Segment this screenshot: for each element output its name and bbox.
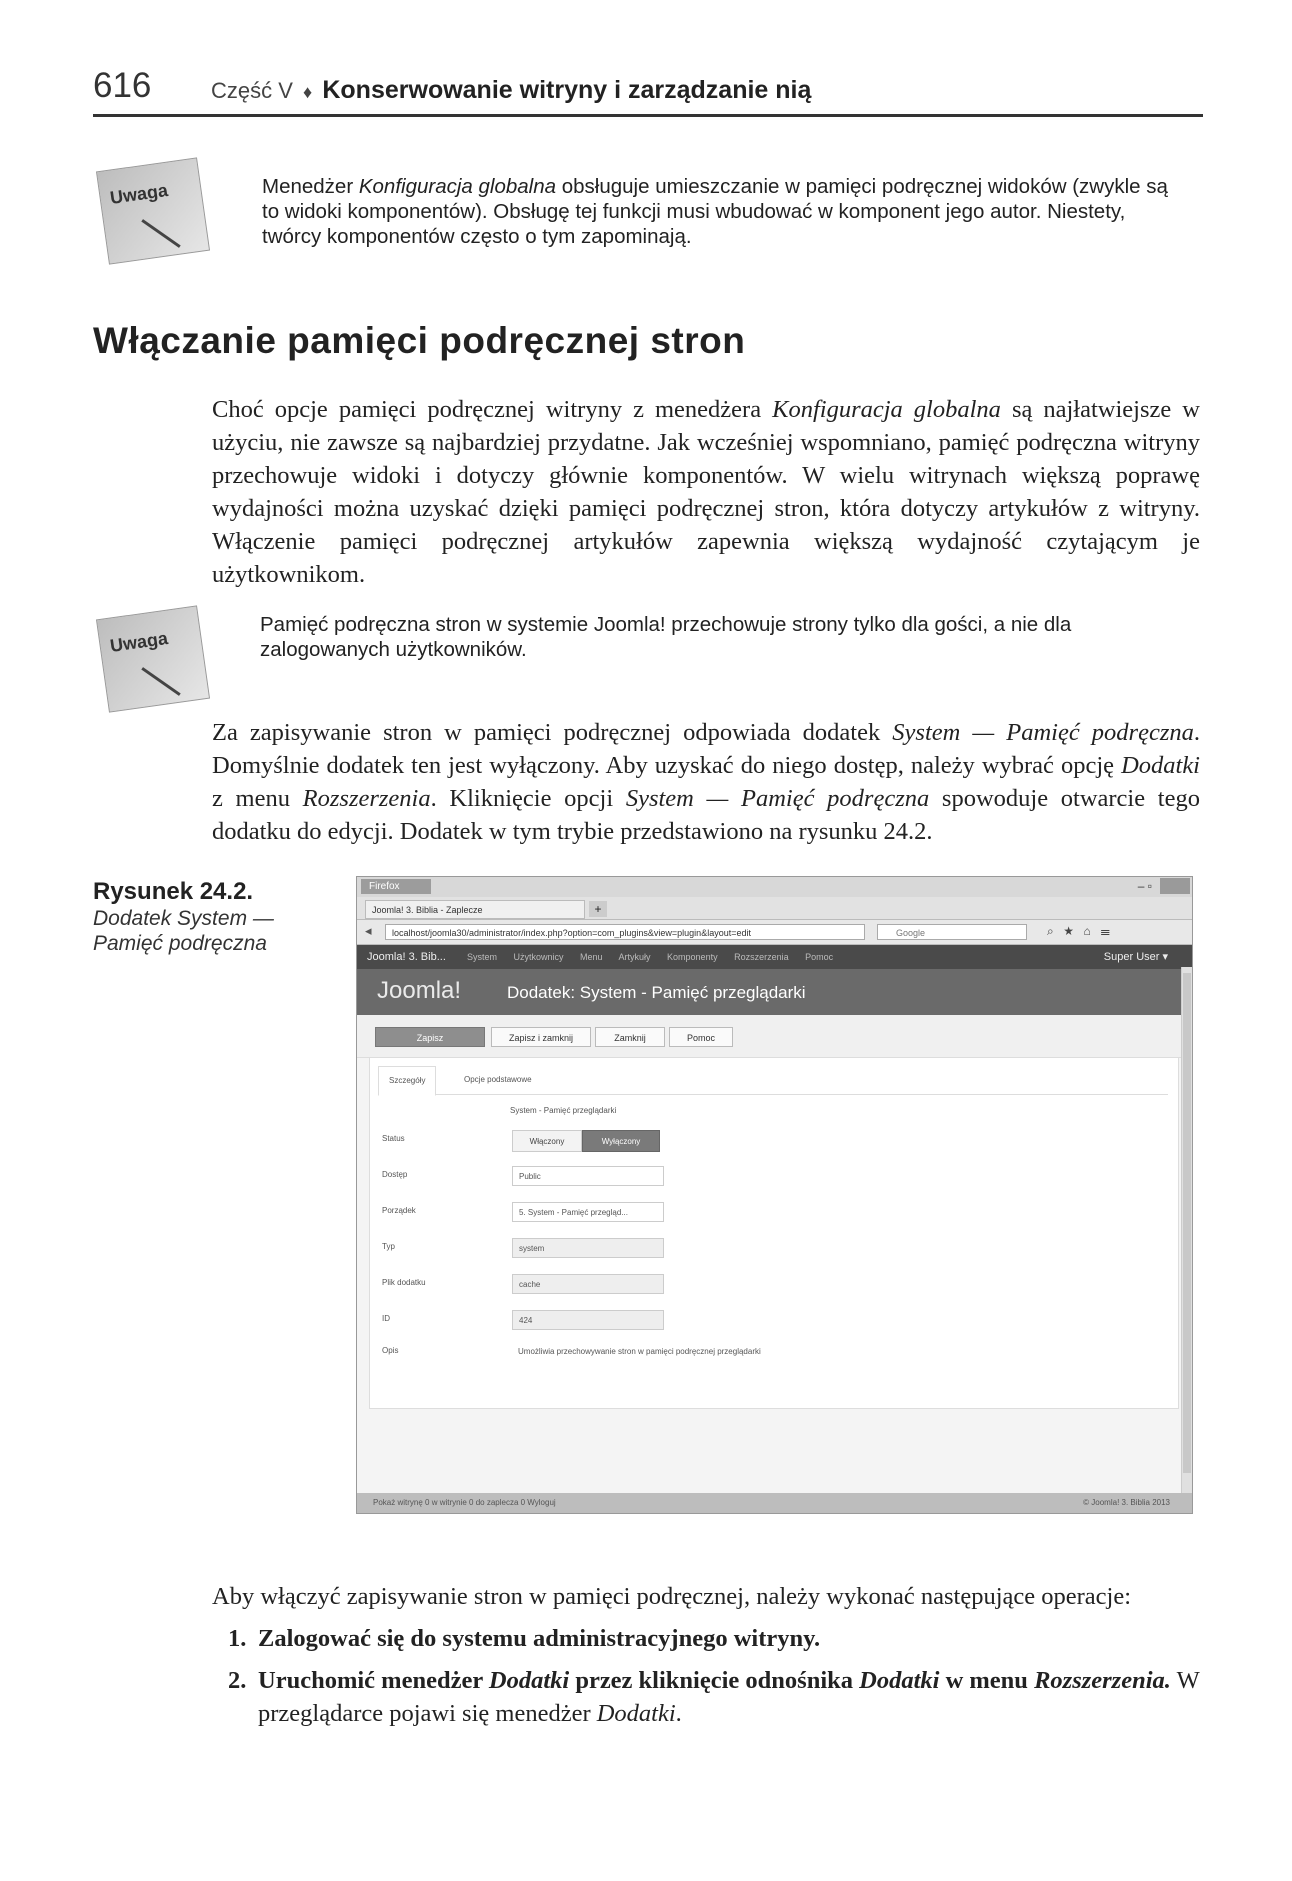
diamond-separator: ♦	[303, 82, 313, 102]
plugin-form	[369, 1057, 1179, 1409]
text-run: spowoduje otwarcie tego dodatku do edycji. Dodatek w tym trybie przedstawiono na rysunku 24.2.	[212, 785, 1200, 845]
access-label: Dostęp	[382, 1170, 408, 1179]
browser-titlebar	[357, 877, 1192, 897]
step-number: 1.	[228, 1625, 247, 1652]
running-head	[211, 76, 811, 105]
admin-page-title: Dodatek: System - Pamięć przeglądarki	[507, 983, 806, 1002]
notepad-icon	[96, 605, 210, 712]
text-run-italic: Rozszerzenia	[302, 785, 431, 812]
figure-label: Rysunek 24.2.	[93, 878, 254, 905]
page-scrollbar[interactable]	[1181, 967, 1192, 1493]
form-row-file	[382, 1274, 1162, 1296]
step-text-italic: Dodatki	[596, 1700, 676, 1727]
step-text: W przeglądarce pojawi się menedżer	[258, 1667, 1200, 1727]
joomla-logo: Joomla!	[377, 977, 462, 1004]
note-text-italic: Konfiguracja globalna	[358, 175, 557, 198]
list-item	[212, 1622, 1202, 1655]
step-text-italic: Dodatki	[859, 1667, 940, 1694]
note-icon	[90, 150, 220, 268]
part-label: Część V	[211, 78, 293, 103]
step-text: Uruchomić menedżer	[258, 1667, 489, 1694]
admin-toolbar	[357, 1015, 1192, 1058]
order-label: Porządek	[382, 1206, 416, 1215]
text-run: Za zapisywanie stron w pamięci podręcznej odpowiada dodatek	[212, 719, 893, 746]
step-text: Zalogować się do systemu administracyjnego witryny.	[258, 1625, 821, 1652]
section-heading: Włączanie pamięci podręcznej stron	[93, 320, 746, 361]
new-tab-button[interactable]: +	[589, 901, 607, 917]
file-field: cache	[512, 1274, 664, 1294]
tab-details[interactable]: Szczegóły	[378, 1066, 436, 1096]
form-row-status	[382, 1130, 1162, 1152]
form-tabs	[378, 1066, 1168, 1095]
type-field: system	[512, 1238, 664, 1258]
status-disabled-option[interactable]: Wyłączony	[582, 1130, 660, 1152]
id-label: ID	[382, 1314, 390, 1323]
browser-navbar	[357, 920, 1192, 945]
note-label: Uwaga	[108, 628, 170, 656]
step-text-italic: Rozszerzenia.	[1034, 1667, 1171, 1694]
form-row-type	[382, 1238, 1162, 1260]
text-run: są najłatwiejsze w użyciu, nie zawsze są najbardziej przydatne. Jak wcześniej wspomniano, pamięć podręczna witryny przechowuje widoki i dotyczy głównie komponentów. W wielu witrynach większą poprawę wydajności można uzyskać dzięki pamięci podręcznej stron, która dotyczy artykułów z witryny. Włączenie pamięci podręcznej artykułów zapewnia większą wydajność czytającym je użytkownikom.	[212, 396, 1200, 588]
status-links[interactable]: Pokaż witrynę 0 w witrynie 0 do zaplecza 0 Wyloguj	[373, 1498, 556, 1507]
step-text: .	[675, 1700, 682, 1727]
page-number: 616	[93, 66, 152, 105]
admin-header	[357, 969, 1192, 1015]
note-text-part: Menedżer	[262, 175, 359, 198]
chapter-title: Konserwowanie witryny i zarządzanie nią	[322, 76, 812, 104]
type-label: Typ	[382, 1242, 395, 1251]
description-value: Umożliwia przechowywanie stron w pamięci podręcznej przeglądarki	[518, 1347, 761, 1356]
page-header	[93, 62, 1203, 117]
note-label: Uwaga	[108, 180, 170, 208]
form-row-access	[382, 1166, 1162, 1188]
note-text-part: obsługuje umieszczanie w pamięci podręcznej widoków (zwykle są to widoki komponentów). Obsługę tej funkcji musi wbudować w komponent jego autor. Niestety, twórcy komponentów często o tym zapominają.	[262, 175, 1168, 248]
window-controls[interactable]: – ▫	[1137, 879, 1152, 893]
site-name-link[interactable]: Joomla! 3. Bib...	[367, 951, 446, 963]
tab-basic-options[interactable]: Opcje podstawowe	[464, 1075, 532, 1084]
admin-menu[interactable]: System Użytkownicy Menu Artykuły Komponenty Rozszerzenia Pomoc	[467, 952, 834, 962]
text-run: z menu	[212, 785, 303, 812]
description-label: Opis	[382, 1346, 399, 1355]
firefox-menu-button[interactable]: Firefox	[361, 879, 431, 894]
text-run: . Domyślnie dodatek ten jest wyłączony. Aby uzyskać do niego dostęp, należy wybrać opcję	[212, 719, 1200, 779]
notepad-icon	[96, 157, 210, 264]
text-run-italic: System — Pamięć podręczna	[892, 719, 1194, 746]
text-run: Choć opcje pamięci podręcznej witryny z menedżera	[212, 396, 773, 423]
scrollbar-thumb[interactable]	[1183, 973, 1191, 1473]
paragraph: Aby włączyć zapisywanie stron w pamięci podręcznej, należy wykonać następujące operacje:	[212, 1583, 1132, 1610]
back-arrow-icon[interactable]: ◂	[365, 923, 372, 938]
id-field: 424	[512, 1310, 664, 1330]
status-enabled-option[interactable]: Włączony	[512, 1130, 582, 1152]
figure-caption	[93, 878, 313, 956]
note-text	[262, 174, 1182, 249]
status-label: Status	[382, 1134, 405, 1143]
user-menu[interactable]: Super User ▾	[1103, 951, 1168, 963]
copyright: © Joomla! 3. Biblia 2013	[1083, 1498, 1170, 1507]
toolbar-icons[interactable]: ⌕★⌂☰	[1047, 924, 1120, 938]
form-row-description	[382, 1342, 1162, 1364]
close-icon[interactable]	[1160, 878, 1190, 894]
order-select[interactable]: 5. System - Pamięć przegląd...	[512, 1202, 664, 1222]
text-run: . Kliknięcie opcji	[430, 785, 626, 812]
search-input[interactable]: Google	[877, 924, 1027, 940]
paragraph	[212, 393, 1200, 591]
note-icon	[90, 598, 220, 716]
file-label: Plik dodatku	[382, 1278, 426, 1287]
help-button[interactable]: Pomoc	[669, 1027, 733, 1047]
figure-screenshot	[356, 876, 1193, 1514]
access-select[interactable]: Public	[512, 1166, 664, 1186]
text-run-italic: System — Pamięć podręczna	[625, 785, 930, 812]
text-run-italic: Dodatki	[1121, 752, 1200, 779]
paragraph	[212, 716, 1200, 848]
save-button[interactable]: Zapisz	[375, 1027, 485, 1047]
close-button[interactable]: Zamknij	[595, 1027, 665, 1047]
text-run-italic: Konfiguracja globalna	[772, 396, 1001, 423]
note-text: Pamięć podręczna stron w systemie Joomla! przechowuje strony tylko dla gości, a nie dla zalogowanych użytkowników.	[260, 613, 1072, 661]
save-close-button[interactable]: Zapisz i zamknij	[491, 1027, 591, 1047]
figure-caption-text: Dodatek System — Pamięć podręczna	[93, 907, 274, 955]
browser-tab[interactable]: Joomla! 3. Biblia - Zaplecze	[365, 900, 585, 919]
steps-section	[212, 1580, 1202, 1730]
admin-statusbar	[357, 1493, 1192, 1513]
list-item	[212, 1664, 1202, 1730]
step-text-italic: Dodatki	[488, 1667, 570, 1694]
step-number: 2.	[228, 1667, 247, 1694]
form-row-id	[382, 1310, 1162, 1332]
plugin-name: System - Pamięć przeglądarki	[510, 1106, 617, 1115]
form-row-order	[382, 1202, 1162, 1224]
browser-tabbar	[357, 897, 1192, 920]
admin-topbar	[357, 945, 1192, 969]
step-text: w menu	[939, 1667, 1035, 1694]
status-toggle[interactable]	[512, 1130, 662, 1152]
step-text: przez kliknięcie odnośnika	[569, 1667, 860, 1694]
url-input[interactable]: localhost/joomla30/administrator/index.php?option=com_plugins&view=plugin&layout=edit	[385, 924, 865, 940]
